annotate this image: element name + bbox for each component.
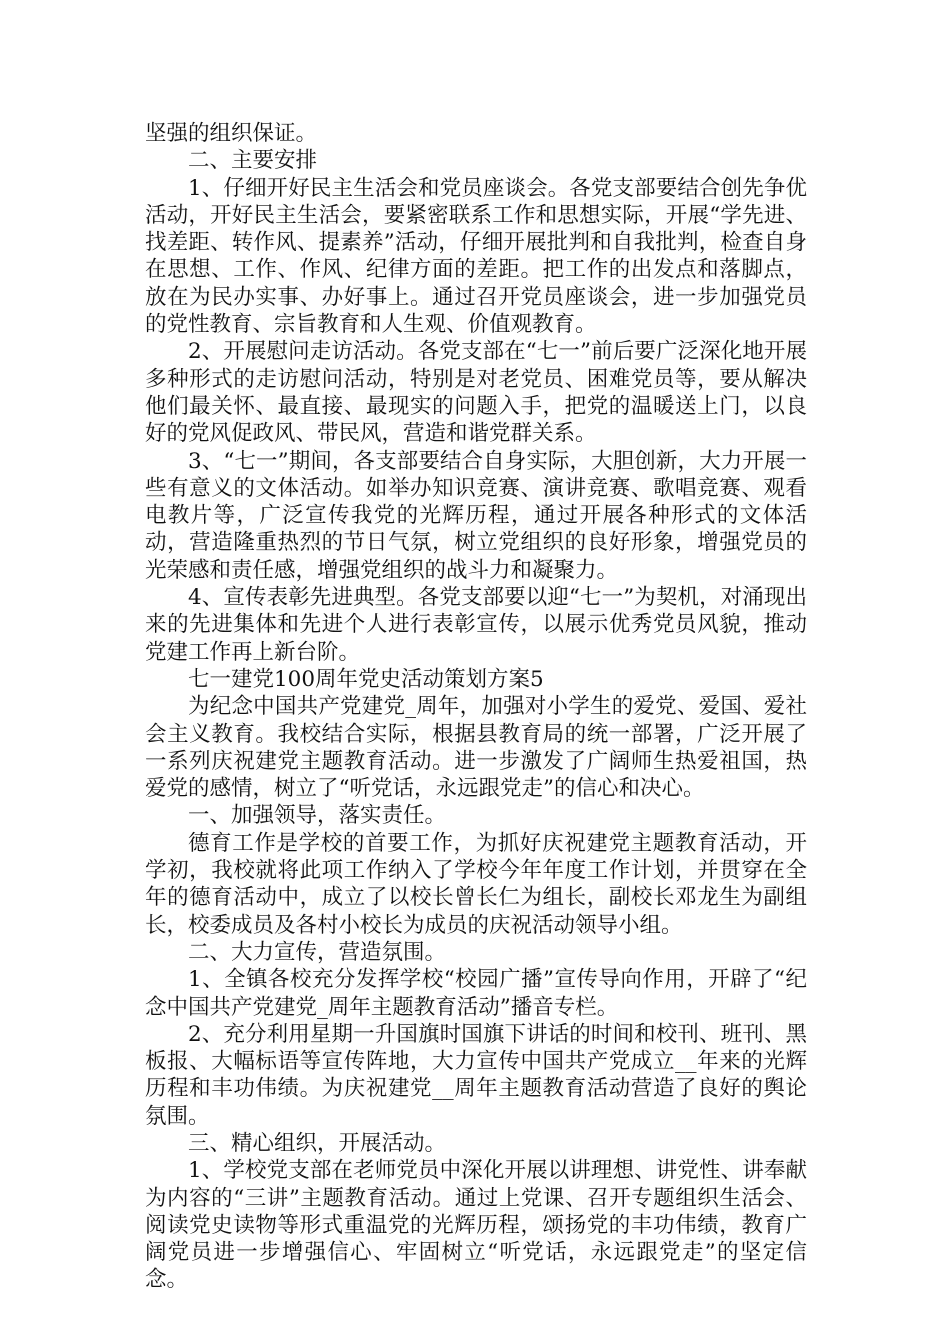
paragraph: 1、学校党支部在老师党员中深化开展以讲理想、讲党性、讲奉献为内容的“三讲”主题教育活动。通过上党课、召开专题组织生活会、阅读党史读物等形式重温党的光辉历程，颂扬党的丰功伟绩，教育广阔党员进一步增强信心、牢固树立“听党话，永远跟党走”的坚定信念。 [145,1158,807,1293]
paragraph: 3、“七一”期间，各支部要结合自身实际，大胆创新，大力开展一些有意义的文体活动。如举办知识竞赛、演讲竞赛、歌唱竞赛、观看电教片等，广泛宣传我党的光辉历程，通过开展各种形式的文体活动，营造隆重热烈的节日气氛，树立党组织的良好形象，增强党员的光荣感和责任感，增强党组织的战斗力和凝聚力。 [145,448,807,583]
paragraph: 2、开展慰问走访活动。各党支部在“七一”前后要广泛深化地开展多种形式的走访慰问活动，特别是对老党员、困难党员等，要从解决他们最关怀、最直接、最现实的问题入手，把党的温暖送上门，以良好的党风促政风、带民风，营造和谐党群关系。 [145,339,807,447]
section-heading: 二、大力宣传，营造氛围。 [188,939,447,965]
section-heading: 三、精心组织，开展活动。 [188,1130,447,1156]
document-title: 七一建党100周年党史活动策划方案5 [188,666,544,692]
paragraph: 坚强的组织保证。 [145,121,318,146]
document-page [145,120,807,1294]
paragraph: 2、充分利用星期一升国旗时国旗下讲话的时间和校刊、班刊、黑板报、大幅标语等宣传阵地，大力宣传中国共产党成立__年来的光辉历程和丰功伟绩。为庆祝建党__周年主题教育活动营造了良好的舆论氛围。 [145,1021,807,1129]
paragraph: 为纪念中国共产党建党_周年，加强对小学生的爱党、爱国、爱社会主义教育。我校结合实际，根据县教育局的统一部署，广泛开展了一系列庆祝建党主题教育活动。进一步激发了广阔师生热爱祖国，热爱党的感情，树立了“听党话，永远跟党走”的信心和决心。 [145,694,807,802]
paragraph: 1、仔细开好民主生活会和党员座谈会。各党支部要结合创先争优活动，开好民主生活会，要紧密联系工作和思想实际，开展“学先进、找差距、转作风、提素养”活动，仔细开展批判和自我批判，检查自身在思想、工作、作风、纪律方面的差距。把工作的出发点和落脚点，放在为民办实事、办好事上。通过召开党员座谈会，进一步加强党员的党性教育、宗旨教育和人生观、价值观教育。 [145,175,807,338]
section-heading: 一、加强领导，落实责任。 [188,803,447,829]
paragraph: 4、宣传表彰先进典型。各党支部要以迎“七一”为契机，对涌现出来的先进集体和先进个人进行表彰宣传，以展示优秀党员风貌，推动党建工作再上新台阶。 [145,585,807,665]
paragraph: 德育工作是学校的首要工作，为抓好庆祝建党主题教育活动，开学初，我校就将此项工作纳入了学校今年年度工作计划，并贯穿在全年的德育活动中，成立了以校长曾长仁为组长，副校长邓龙生为副组长，校委成员及各村小校长为成员的庆祝活动领导小组。 [145,830,807,938]
paragraph: 1、全镇各校充分发挥学校“校园广播”宣传导向作用，开辟了“纪念中国共产党建党_周年主题教育活动”播音专栏。 [145,967,807,1020]
section-heading: 二、主要安排 [188,148,318,174]
